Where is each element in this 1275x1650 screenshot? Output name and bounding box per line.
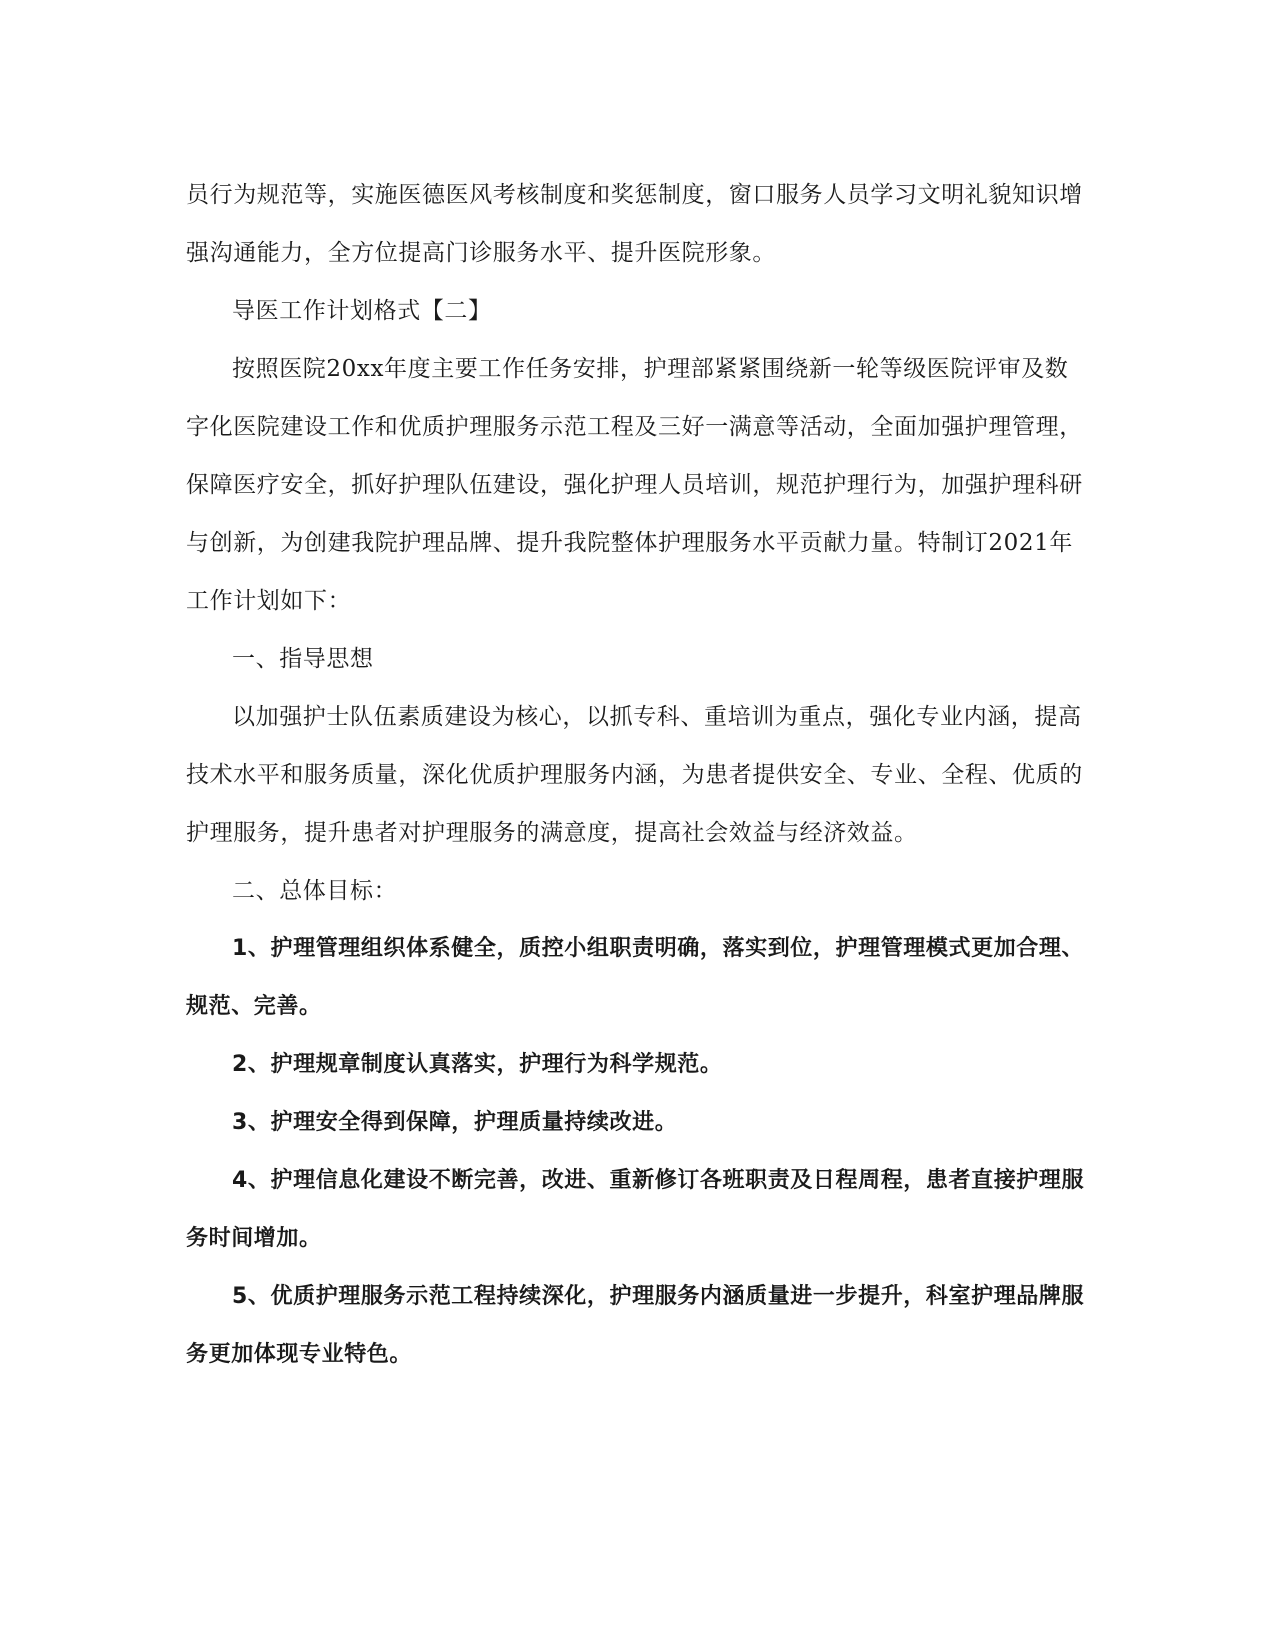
paragraph-intro: 按照医院20xx年度主要工作任务安排，护理部紧紧围绕新一轮等级医院评审及数字化医院建设工作和优质护理服务示范工程及三好一满意等活动，全面加强护理管理，保障医疗安全，抓好护理队伍建设，强化护理人员培训，规范护理行为，加强护理科研与创新，为创建我院护理品牌、提升我院整体护理服务水平贡献力量。特制订2021年工作计划如下： xyxy=(186,356,1083,614)
goal-item-3: 3、护理安全得到保障，护理质量持续改进。 xyxy=(232,1110,678,1135)
heading-guiding-thought: 一、指导思想 xyxy=(232,646,374,672)
section-heading-format-two: 导医工作计划格式【二】 xyxy=(232,298,492,324)
goal-item-5: 5、优质护理服务示范工程持续深化，护理服务内涵质量进一步提升，科室护理品牌服务更加体现专业特色。 xyxy=(186,1284,1085,1367)
goal-item-2: 2、护理规章制度认真落实，护理行为科学规范。 xyxy=(232,1052,723,1077)
document-body xyxy=(186,166,1086,1384)
goal-item-1: 1、护理管理组织体系健全，质控小组职责明确，落实到位，护理管理模式更加合理、规范、完善。 xyxy=(186,936,1085,1019)
goal-item-4: 4、护理信息化建设不断完善，改进、重新修订各班职责及日程周程，患者直接护理服务时间增加。 xyxy=(186,1168,1085,1251)
paragraph-guiding-thought: 以加强护士队伍素质建设为核心，以抓专科、重培训为重点，强化专业内涵，提高技术水平和服务质量，深化优质护理服务内涵，为患者提供安全、专业、全程、优质的护理服务，提升患者对护理服务的满意度，提高社会效益与经济效益。 xyxy=(186,704,1083,846)
paragraph-continuation: 员行为规范等，实施医德医风考核制度和奖惩制度，窗口服务人员学习文明礼貌知识增强沟通能力，全方位提高门诊服务水平、提升医院形象。 xyxy=(186,182,1083,266)
heading-overall-goals: 二、总体目标： xyxy=(232,878,398,904)
